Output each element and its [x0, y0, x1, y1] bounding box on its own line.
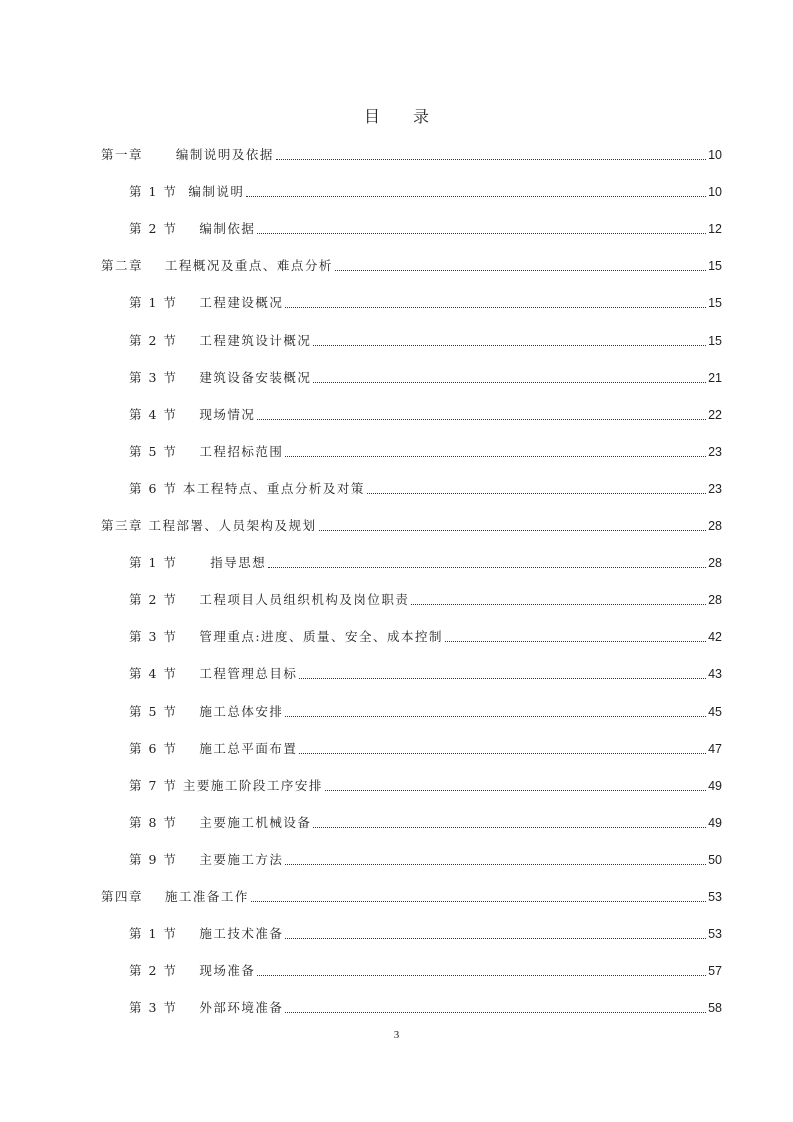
- toc-entry-title: 主要施工方法: [199, 851, 284, 867]
- toc-entry-number: 第一章: [101, 147, 144, 162]
- toc-entry-gap: [177, 370, 199, 386]
- toc-entry-page: 53: [708, 927, 722, 942]
- toc-entry-number: 第 5 节: [129, 443, 178, 459]
- toc-entry-title: 工程部署、人员架构及规划: [148, 518, 317, 533]
- toc-entry-page: 28: [708, 593, 722, 608]
- toc-entry-number: 第 6 节: [129, 480, 178, 496]
- toc-entry-title: 工程建设概况: [199, 295, 284, 311]
- toc-entry-number: 第 1 节: [129, 184, 178, 200]
- toc-entry-page: 21: [708, 370, 722, 385]
- toc-entry-gap: [143, 258, 165, 274]
- page-number: 3: [393, 1029, 400, 1041]
- toc-entry-number: 第 6 节: [129, 740, 178, 756]
- toc-entry-number: 第 1 节: [129, 555, 178, 571]
- toc-entry-title: 工程概况及重点、难点分析: [164, 258, 333, 274]
- toc-entry-page: 22: [708, 407, 722, 422]
- toc-dot-leader: [257, 974, 706, 976]
- toc-dot-leader: [445, 640, 706, 642]
- toc-dot-leader: [285, 455, 706, 457]
- toc-entry-number: 第 4 节: [129, 406, 178, 422]
- toc-entry-title: 指导思想: [210, 555, 267, 571]
- toc-entry-gap: [177, 704, 199, 720]
- toc-section-entry[interactable]: [129, 217, 722, 237]
- toc-entry-number: 第四章: [101, 889, 144, 904]
- toc-entry-title: 本工程特点、重点分析及对策: [182, 480, 365, 496]
- toc-entry-number: 第 8 节: [129, 814, 178, 830]
- toc-entry-number: 第 2 节: [129, 963, 178, 979]
- toc-entry-page: 53: [708, 890, 722, 904]
- toc-entry-title: 现场准备: [199, 963, 256, 979]
- toc-entry-title: 工程招标范围: [199, 443, 284, 459]
- toc-section-entry[interactable]: [129, 291, 722, 311]
- toc-section-entry[interactable]: [129, 180, 722, 200]
- toc-section-entry[interactable]: [129, 662, 722, 682]
- toc-dot-leader: [285, 863, 706, 865]
- toc-dot-leader: [335, 269, 706, 271]
- toc-title: 目 录: [363, 107, 444, 126]
- toc-dot-leader: [299, 752, 706, 754]
- toc-entry-title: 施工总体安排: [199, 703, 284, 719]
- toc-entry-number: 第 3 节: [129, 629, 178, 645]
- toc-entry-page: 50: [708, 852, 722, 867]
- toc-entry-gap: [177, 592, 199, 608]
- toc-entry-number: 第 3 节: [129, 1000, 178, 1016]
- toc-dot-leader: [268, 566, 706, 568]
- toc-dot-leader: [367, 492, 706, 494]
- toc-entry-page: 23: [708, 481, 722, 496]
- toc-entry-page: 43: [708, 667, 722, 682]
- toc-section-entry[interactable]: [129, 366, 722, 386]
- toc-entry-title: 现场情况: [199, 406, 256, 422]
- toc-entry-gap: [177, 963, 199, 979]
- toc-entry-title: 施工总平面布置: [199, 740, 298, 756]
- toc-entry-number: 第 9 节: [129, 851, 178, 867]
- toc-section-entry[interactable]: [129, 403, 722, 423]
- toc-entry-gap: [143, 147, 176, 163]
- toc-entry-number: 第 5 节: [129, 703, 178, 719]
- toc-entry-title: 工程管理总目标: [199, 666, 298, 682]
- toc-entry-page: 12: [708, 222, 722, 237]
- toc-entry-title: 管理重点:进度、质量、安全、成本控制: [199, 629, 444, 645]
- toc-entry-number: 第 4 节: [129, 666, 178, 682]
- toc-dot-leader: [411, 603, 706, 605]
- toc-dot-leader: [257, 418, 706, 420]
- toc-chapter-entry[interactable]: [101, 143, 722, 163]
- toc-entry-title: 建筑设备安装概况: [199, 369, 312, 385]
- toc-dot-leader: [257, 232, 706, 234]
- toc-entry-page: 57: [708, 964, 722, 979]
- toc-entry-title: 工程项目人员组织机构及岗位职责: [199, 592, 410, 608]
- toc-section-entry[interactable]: [129, 774, 722, 794]
- toc-section-entry[interactable]: [129, 996, 722, 1016]
- toc-entry-title: 外部环境准备: [199, 1000, 284, 1016]
- toc-dot-leader: [299, 677, 706, 679]
- toc-entry-page: 28: [708, 519, 722, 533]
- toc-section-entry[interactable]: [129, 700, 722, 720]
- toc-section-entry[interactable]: [129, 440, 722, 460]
- toc-entry-page: 28: [708, 556, 722, 571]
- toc-entry-page: 15: [708, 259, 722, 274]
- toc-entry-gap: [177, 666, 199, 682]
- toc-dot-leader: [319, 529, 707, 531]
- toc-entry-gap: [177, 629, 199, 645]
- toc-entry-page: 49: [708, 778, 722, 793]
- toc-section-entry[interactable]: [129, 477, 722, 497]
- toc-entry-title: 主要施工阶段工序安排: [182, 777, 323, 793]
- toc-entry-page: 10: [708, 148, 722, 162]
- toc-dot-leader: [251, 900, 706, 902]
- toc-entry-gap: [177, 407, 199, 423]
- toc-dot-leader: [325, 789, 706, 791]
- toc-section-entry[interactable]: [129, 811, 722, 831]
- toc-entry-number: 第 1 节: [129, 295, 178, 311]
- toc-entry-title: 主要施工机械设备: [199, 814, 312, 830]
- toc-section-entry[interactable]: [129, 959, 722, 979]
- toc-entry-page: 47: [708, 741, 722, 756]
- toc-entry-page: 49: [708, 815, 722, 830]
- toc-dot-leader: [313, 826, 706, 828]
- toc-dot-leader: [313, 344, 706, 346]
- toc-entry-title: 编制说明及依据: [175, 147, 274, 162]
- toc-entry-title: 编制说明: [188, 184, 245, 200]
- toc-entry-page: 10: [708, 185, 722, 200]
- toc-entry-page: 42: [708, 630, 722, 645]
- toc-dot-leader: [285, 937, 706, 939]
- toc-section-entry[interactable]: [129, 551, 722, 571]
- toc-entry-page: 23: [708, 444, 722, 459]
- toc-entry-number: 第 3 节: [129, 369, 178, 385]
- toc-entry-number: 第三章: [101, 518, 144, 533]
- toc-dot-leader: [276, 158, 706, 160]
- toc-entry-title: 施工准备工作: [164, 889, 249, 904]
- toc-dot-leader: [313, 381, 706, 383]
- toc-entry-gap: [177, 333, 199, 349]
- toc-entry-gap: [177, 184, 188, 200]
- toc-chapter-entry[interactable]: [101, 254, 722, 274]
- toc-section-entry[interactable]: [129, 737, 722, 757]
- toc-entry-gap: [177, 221, 199, 237]
- toc-entry-page: 15: [708, 296, 722, 311]
- toc-section-entry[interactable]: [129, 625, 722, 645]
- toc-dot-leader: [285, 1011, 706, 1013]
- toc-dot-leader: [285, 306, 706, 308]
- toc-entry-gap: [177, 1000, 199, 1016]
- toc-entry-gap: [177, 295, 199, 311]
- toc-chapter-entry[interactable]: [101, 514, 722, 534]
- toc-dot-leader: [246, 195, 706, 197]
- toc-entry-number: 第 1 节: [129, 926, 178, 942]
- toc-entry-gap: [177, 852, 199, 868]
- toc-entry-gap: [177, 741, 199, 757]
- toc-entry-gap: [177, 555, 210, 571]
- toc-entry-title: 施工技术准备: [199, 926, 284, 942]
- toc-entry-title: 编制依据: [199, 221, 256, 237]
- toc-section-entry[interactable]: [129, 329, 722, 349]
- toc-chapter-entry[interactable]: [101, 885, 722, 905]
- toc-entry-number: 第二章: [101, 258, 144, 274]
- toc-entry-number: 第 2 节: [129, 221, 178, 237]
- toc-entry-gap: [177, 926, 199, 942]
- toc-entry-gap: [177, 444, 199, 460]
- toc-entry-title: 工程建筑设计概况: [199, 332, 312, 348]
- toc-section-entry[interactable]: [129, 848, 722, 868]
- toc-entry-number: 第 2 节: [129, 332, 178, 348]
- toc-entry-page: 45: [708, 704, 722, 719]
- toc-entry-page: 15: [708, 333, 722, 348]
- toc-section-entry[interactable]: [129, 588, 722, 608]
- toc-entry-gap: [143, 889, 165, 905]
- toc-section-entry[interactable]: [129, 922, 722, 942]
- toc-entry-page: 58: [708, 1001, 722, 1016]
- toc-entry-number: 第 2 节: [129, 592, 178, 608]
- toc-entry-number: 第 7 节: [129, 777, 178, 793]
- toc-dot-leader: [285, 715, 706, 717]
- toc-entry-gap: [177, 815, 199, 831]
